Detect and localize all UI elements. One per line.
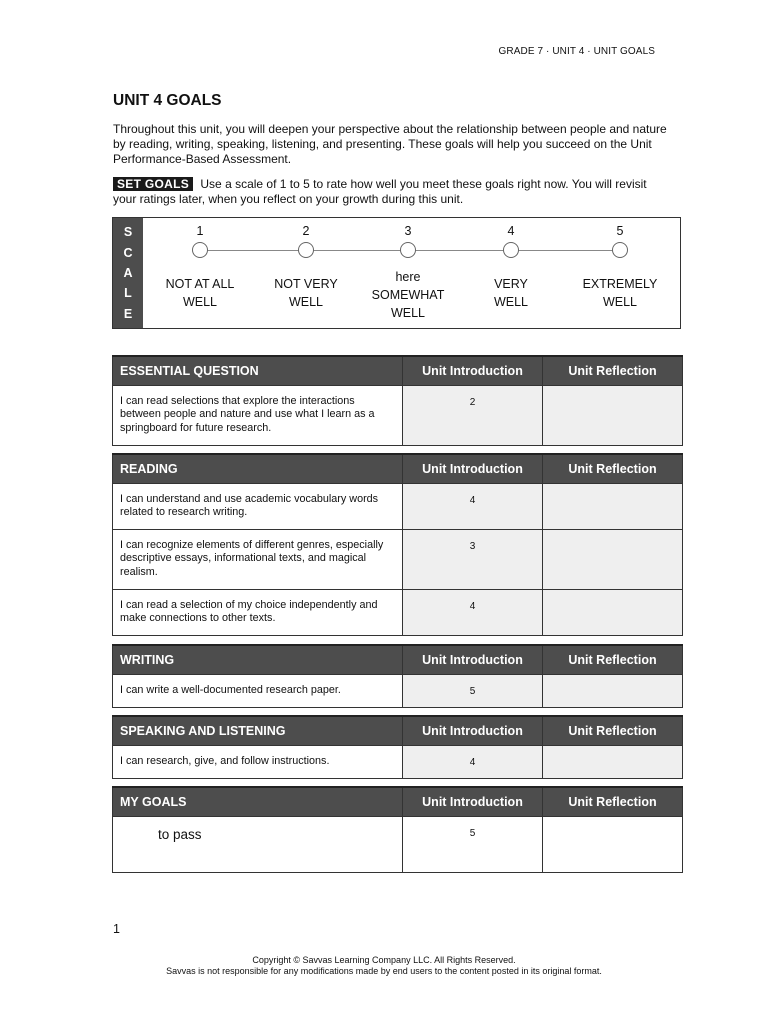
scale-number: 5 — [616, 224, 624, 238]
scale-label: VERY WELL — [493, 277, 529, 309]
writing-table — [112, 644, 683, 708]
goal-text: I can read a selection of my choice independently and make connections to other texts. — [113, 589, 403, 635]
page-number: 1 — [113, 922, 120, 936]
goal-text: I can research, give, and follow instructions. — [113, 745, 403, 778]
column-header-intro: Unit Introduction — [403, 645, 543, 674]
column-header-intro: Unit Introduction — [403, 716, 543, 745]
scale-label: NOT AT ALL WELL — [165, 277, 235, 309]
reflection-rating-cell[interactable] — [543, 816, 683, 872]
table-row — [113, 589, 683, 635]
intro-rating-cell[interactable]: 4 — [403, 589, 543, 635]
scale-number: 3 — [404, 224, 412, 238]
column-header-reflection: Unit Reflection — [543, 716, 683, 745]
intro-rating-cell[interactable]: 2 — [403, 385, 543, 445]
goal-text: I can recognize elements of different genres, especially descriptive essays, informational texts, and magical realism. — [113, 529, 403, 589]
my-goals-table — [112, 786, 683, 873]
scale-number: 2 — [302, 224, 310, 238]
copyright-line: Copyright © Savvas Learning Company LLC. All Rights Reserved. — [252, 955, 516, 965]
table-row — [113, 816, 683, 872]
column-header-reflection: Unit Reflection — [543, 787, 683, 816]
scale-circle-icon — [298, 242, 314, 258]
intro-rating-cell[interactable]: 3 — [403, 529, 543, 589]
section-heading: SPEAKING AND LISTENING — [113, 716, 403, 745]
goal-text: I can read selections that explore the interactions between people and nature and use what I learn as a springboard for future research. — [113, 385, 403, 445]
intro-rating-cell[interactable]: 4 — [403, 483, 543, 529]
reflection-rating-cell[interactable] — [543, 483, 683, 529]
scale-letter: L — [124, 286, 132, 301]
reflection-rating-cell[interactable] — [543, 745, 683, 778]
reflection-rating-cell[interactable] — [543, 674, 683, 707]
scale-circle-icon — [503, 242, 519, 258]
table-row — [113, 529, 683, 589]
section-heading: MY GOALS — [113, 787, 403, 816]
reading-table — [112, 453, 683, 636]
scale-letter: C — [123, 245, 133, 260]
table-row — [113, 745, 683, 778]
intro-rating-cell[interactable]: 4 — [403, 745, 543, 778]
essential-question-table — [112, 355, 683, 446]
section-heading: ESSENTIAL QUESTION — [113, 356, 403, 385]
scale-circle-icon — [400, 242, 416, 258]
scale-circle-icon — [612, 242, 628, 258]
column-header-reflection: Unit Reflection — [543, 454, 683, 483]
scale-side-label — [113, 218, 143, 328]
scale-letter: S — [123, 225, 133, 240]
scale-letter: A — [123, 265, 133, 280]
table-row — [113, 674, 683, 707]
scale-number: 4 — [507, 224, 515, 238]
column-header-reflection: Unit Reflection — [543, 356, 683, 385]
set-goals-text: Use a scale of 1 to 5 to rate how well you meet these goals right now. You will revisit your ratings later, when you reflect on your growth during this unit. — [113, 177, 647, 206]
reflection-rating-cell[interactable] — [543, 385, 683, 445]
scale-letter: E — [123, 306, 133, 321]
scale-number: 1 — [196, 224, 204, 238]
set-goals-tag: SET GOALS — [113, 177, 193, 191]
goal-text: I can write a well-documented research paper. — [113, 674, 403, 707]
column-header-intro: Unit Introduction — [403, 356, 543, 385]
table-row — [113, 483, 683, 529]
running-head: GRADE 7 · UNIT 4 · UNIT GOALS — [498, 46, 655, 57]
set-goals-paragraph — [113, 177, 673, 207]
scale-label: NOT VERY WELL — [274, 277, 338, 309]
scale-label: here SOMEWHAT WELL — [371, 270, 445, 320]
my-goal-input[interactable]: to pass — [113, 816, 403, 872]
rating-scale — [112, 217, 681, 329]
column-header-reflection: Unit Reflection — [543, 645, 683, 674]
disclaimer-line: Savvas is not responsible for any modifications made by end users to the content posted in its original format. — [166, 966, 602, 976]
column-header-intro: Unit Introduction — [403, 454, 543, 483]
intro-rating-cell[interactable]: 5 — [403, 816, 543, 872]
speaking-listening-table — [112, 715, 683, 779]
section-heading: READING — [113, 454, 403, 483]
column-header-intro: Unit Introduction — [403, 787, 543, 816]
intro-paragraph: Throughout this unit, you will deepen your perspective about the relationship between people and nature by reading, writing, speaking, listening, and presenting. These goals will help you succeed on the Unit Performance-Based Assessment. — [113, 122, 667, 166]
section-heading: WRITING — [113, 645, 403, 674]
page-title: UNIT 4 GOALS — [113, 92, 222, 109]
goal-text: I can understand and use academic vocabulary words related to research writing. — [113, 483, 403, 529]
intro-rating-cell[interactable]: 5 — [403, 674, 543, 707]
table-row — [113, 385, 683, 445]
reflection-rating-cell[interactable] — [543, 529, 683, 589]
scale-label: EXTREMELY WELL — [582, 277, 658, 309]
copyright-footer — [0, 955, 768, 977]
reflection-rating-cell[interactable] — [543, 589, 683, 635]
scale-circle-icon — [192, 242, 208, 258]
